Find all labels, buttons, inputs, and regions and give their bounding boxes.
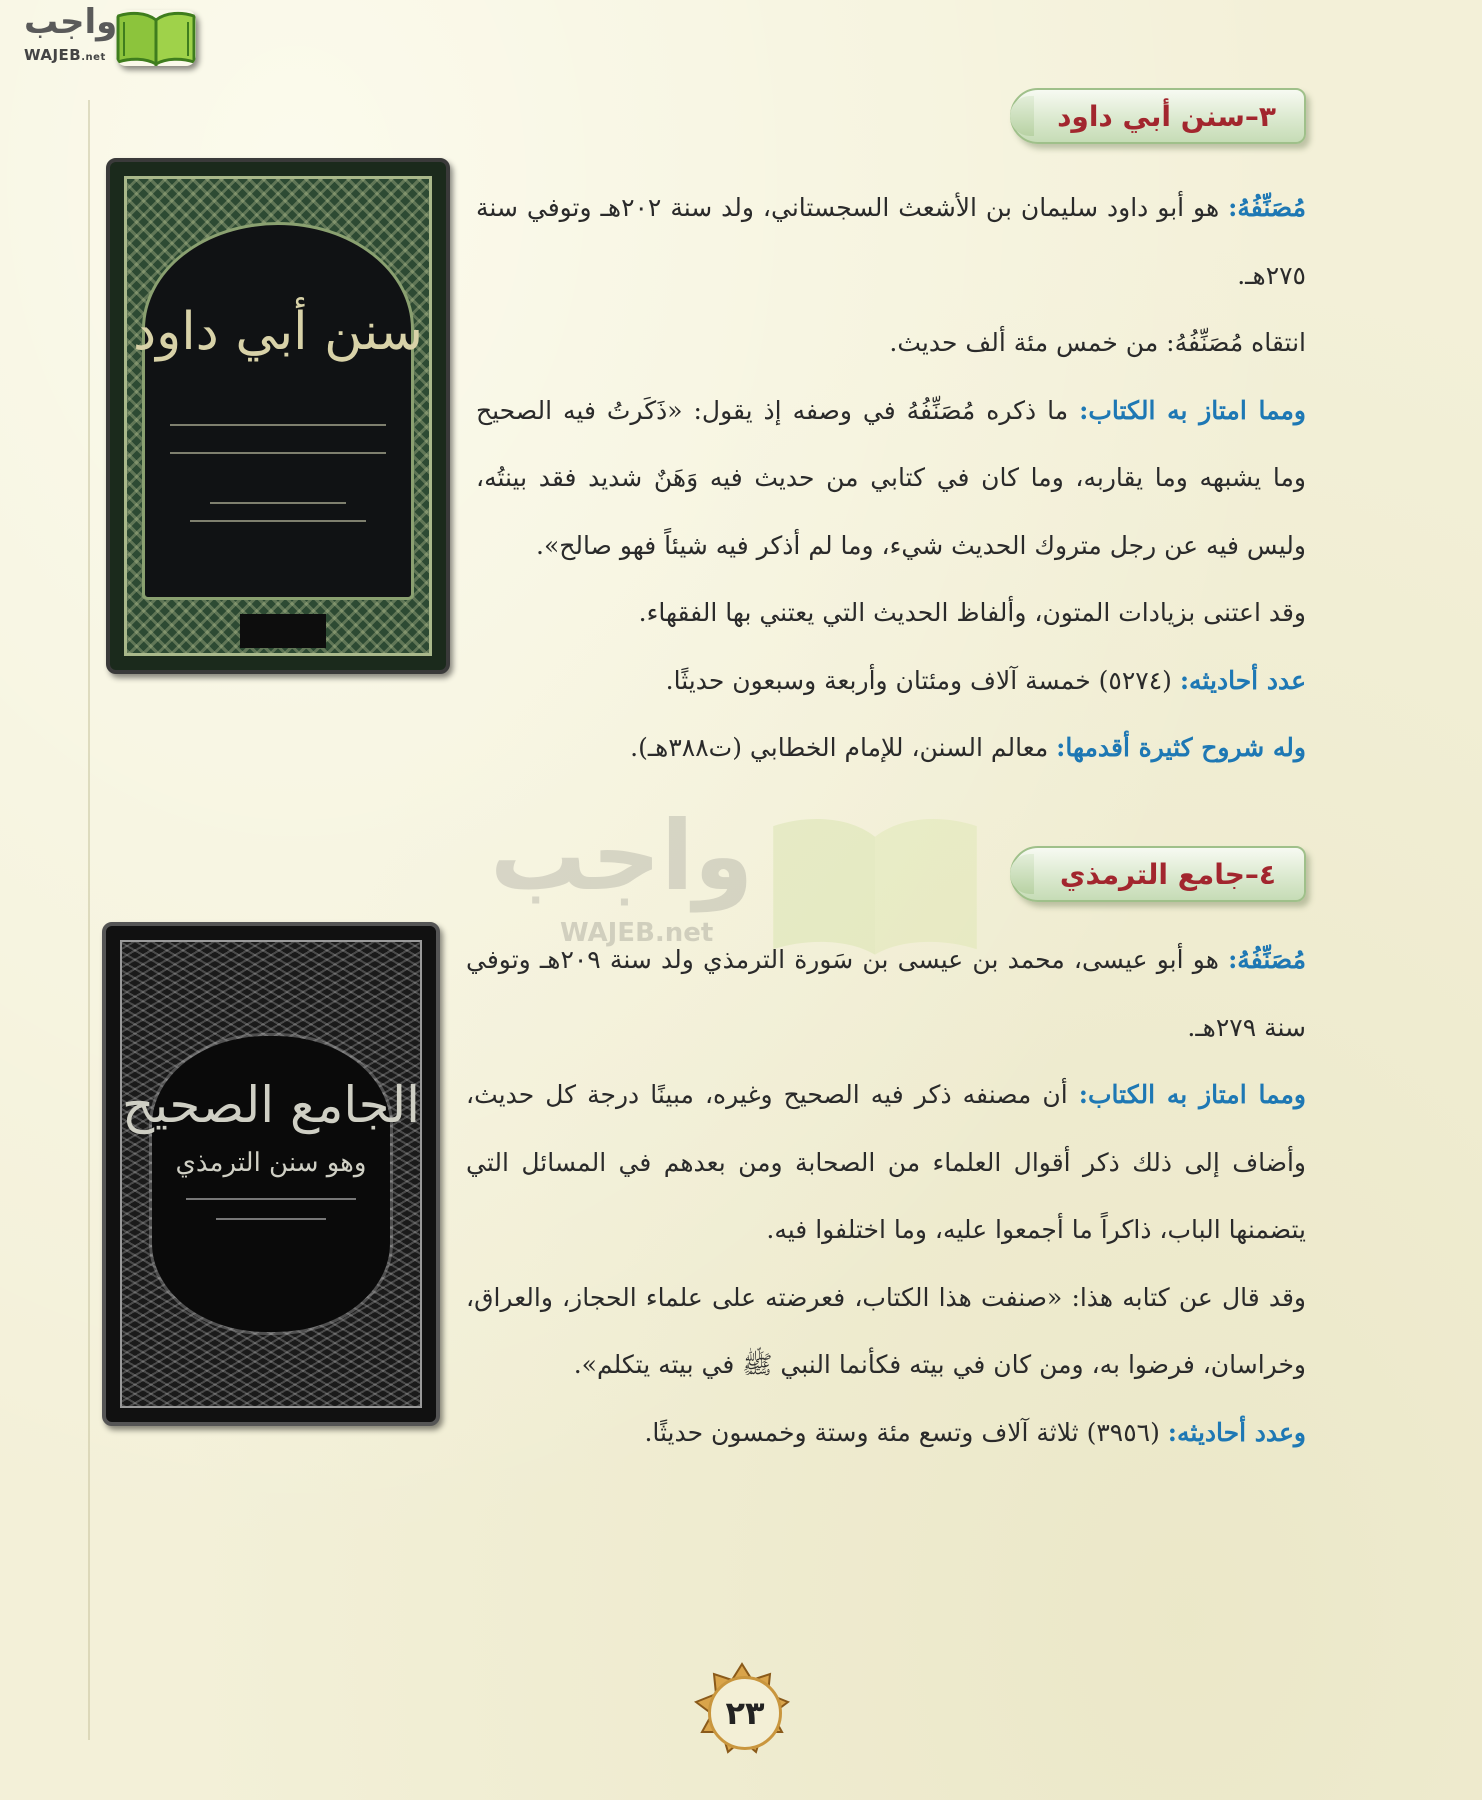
cover-line xyxy=(170,424,386,426)
commentary-label: وله شروح كثيرة أقدمها: xyxy=(1056,733,1306,762)
page-number-badge xyxy=(694,1662,790,1758)
cover-title: الجامع الصحيح xyxy=(121,1076,421,1134)
wajeb-logo[interactable] xyxy=(10,2,190,66)
section-3-header xyxy=(1010,88,1306,144)
merit-label: ومما امتاز به الكتاب: xyxy=(1079,395,1307,425)
count-label: وعدد أحاديثه: xyxy=(1167,1417,1306,1447)
sunan-abi-dawud-cover xyxy=(106,158,450,674)
merit-paragraph xyxy=(466,1061,1306,1264)
section-4-body xyxy=(466,926,1306,1466)
section-3-title: ٣–سنن أبي داود xyxy=(1057,99,1276,133)
cover-line xyxy=(170,452,386,454)
cover-subtitle: وهو سنن الترمذي xyxy=(175,1148,367,1178)
merit-paragraph xyxy=(476,377,1306,580)
author-paragraph xyxy=(466,926,1306,1061)
section-3-body xyxy=(476,174,1306,782)
cover-line xyxy=(216,1218,326,1220)
section-4-header xyxy=(1010,846,1306,902)
cover-plate xyxy=(240,614,326,648)
commentary-paragraph xyxy=(476,714,1306,782)
author-label: مُصَنِّفُهُ: xyxy=(1228,945,1306,974)
merit-text: أن مصنفه ذكر فيه الصحيح وغيره، مبينًا درجة كل حديث، وأضاف إلى ذلك ذكر أقوال العلماء من الصحابة ومن بعدهم في المسائل التي يتضمنها الباب، ذاكراً ما أجمعوا عليه، وما اختلفوا فيه. xyxy=(466,1080,1306,1244)
care-paragraph: وقد اعتنى بزيادات المتون، وألفاظ الحديث التي يعتني بها الفقهاء. xyxy=(638,598,1306,627)
merit-label: ومما امتاز به الكتاب: xyxy=(1078,1080,1306,1109)
author-paragraph xyxy=(476,174,1306,309)
selection-paragraph: انتقاه مُصَنِّفُهُ: من خمس مئة ألف حديث. xyxy=(889,328,1306,357)
watermark-arabic: واجب xyxy=(490,800,754,912)
logo-english-text: WAJEB.net xyxy=(24,46,106,64)
count-paragraph xyxy=(476,647,1306,715)
section-4-title: ٤–جامع الترمذي xyxy=(1059,857,1276,891)
author-text: هو أبو داود سليمان بن الأشعث السجستاني، ولد سنة ٢٠٢هـ وتوفي سنة ٢٧٥هـ. xyxy=(476,193,1306,290)
commentary-text: معالم السنن، للإمام الخطابي (ت٣٨٨هـ). xyxy=(630,733,1057,762)
jami-tirmidhi-cover xyxy=(102,922,440,1426)
author-label: مُصَنِّفُهُ: xyxy=(1228,193,1307,222)
cover-title: سنن أبي داود xyxy=(132,302,424,362)
count-text: (٣٩٥٦) ثلاثة آلاف وتسع مئة وستة وخمسون حديثًا. xyxy=(644,1417,1168,1447)
logo-arabic-text: واجب xyxy=(24,2,118,42)
cover-line xyxy=(210,502,346,504)
merit-text: ما ذكره مُصَنِّفُهُ في وصفه إذ يقول: «ذَكَرتُ فيه الصحيح وما يشبهه وما يقاربه، وما كان في كتابي من حديث فيه وَهَنٌ شديد فقد بينتُه، وليس فيه عن رجل متروك الحديث شيء، وما لم أذكر فيه شيئاً فهو صالح». xyxy=(476,395,1306,560)
count-paragraph xyxy=(466,1399,1306,1467)
open-book-icon xyxy=(116,10,196,66)
margin-rule xyxy=(88,100,90,1740)
cover-arch-panel xyxy=(142,222,414,600)
page-number: ٢٣ xyxy=(708,1676,782,1750)
count-text: (٥٢٧٤) خمسة آلاف ومئتان وأربعة وسبعون حديثًا. xyxy=(665,665,1180,695)
cover-line xyxy=(190,520,366,522)
count-label: عدد أحاديثه: xyxy=(1179,665,1306,695)
author-text: هو أبو عيسى، محمد بن عيسى بن سَورة الترمذي ولد سنة ٢٠٩هـ وتوفي سنة ٢٧٩هـ. xyxy=(466,945,1306,1042)
quote-paragraph: وقد قال عن كتابه هذا: «صنفت هذا الكتاب، فعرضته على علماء الحجاز، والعراق، وخراسان، فرضوا به، ومن كان في بيته فكأنما النبي ﷺ في بيته يتكلم». xyxy=(466,1282,1306,1379)
watermark-english: WAJEB.net xyxy=(560,918,714,948)
cover-line xyxy=(186,1198,356,1200)
